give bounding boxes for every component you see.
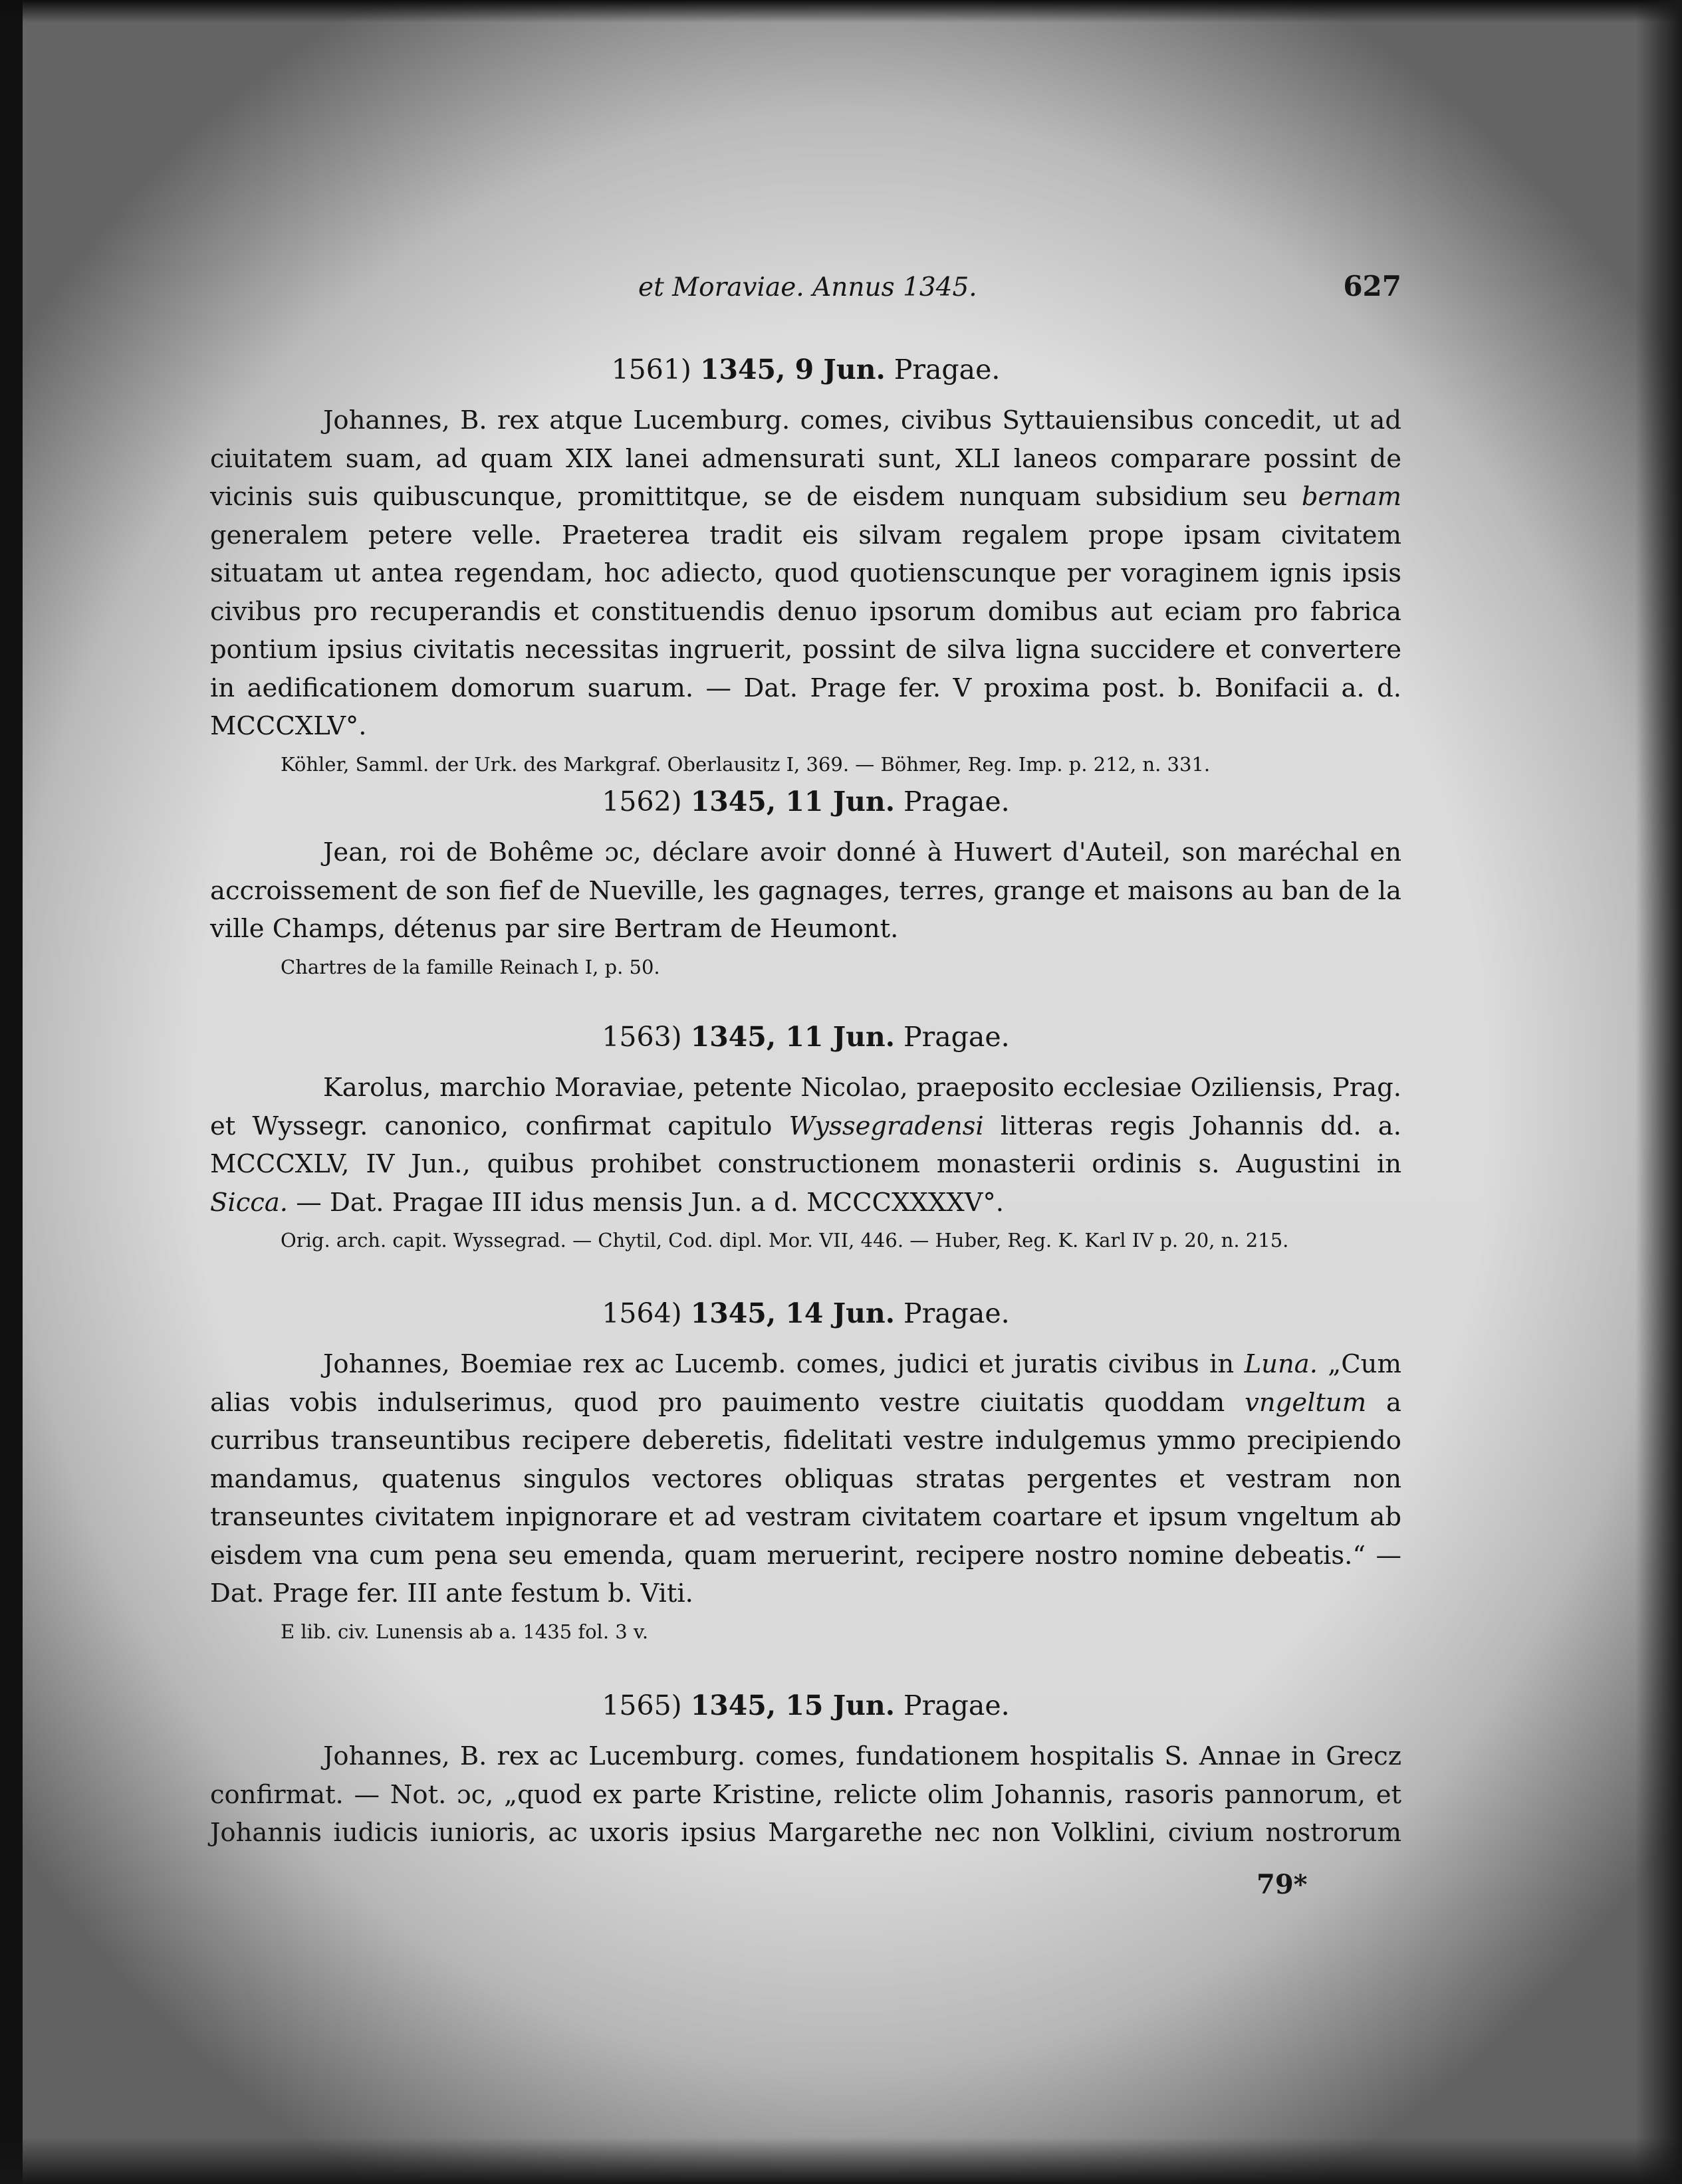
entry-number: 1561) [611, 354, 691, 385]
entry-heading [210, 783, 1401, 820]
scan-edge-right [1635, 0, 1682, 2184]
entry-body: Johannes, B. rex ac Lucemburg. comes, fundationem hospitalis S. Annae in Grecz confirmat. — Not. ɔc, „quod ex parte Kristine, relicte olim Johannis, rasoris pannorum, et Johannis iudicis iunioris, ac uxoris ipsius Margarethe nec non Volklini, civium nostrorum [210, 1741, 1401, 1848]
entry-source: Orig. arch. capit. Wyssegrad. — Chytil, Cod. dipl. Mor. VII, 446. — Huber, Reg. K. Karl IV p. 20, n. 215. [281, 1229, 1289, 1252]
entry-place: Pragae. [903, 1690, 1010, 1721]
entry-date: 1345, 14 Jun. [690, 1297, 895, 1329]
entry-place: Pragae. [894, 354, 1001, 385]
entry-heading [210, 351, 1401, 388]
scan-edge-left [0, 0, 23, 2184]
entry-body: Johannes, Boemiae rex ac Lucemb. comes, judici et juratis civibus in Luna. „Cum alias vobis indulserimus, quod pro pauimento vestre ciuitatis quoddam vngeltum a curribus transeuntibus recipere deberetis, fidelitati vestre indulgemus ymmo precipiendo mandamus, quatenus singulos vectores obliquas stratas pergentes et vestram non transeuntes civitatem inpignorare et ad vestram civitatem coartare et ipsum vngeltum ab eisdem vna cum pena seu emenda, quam meruerint, recipere nostro nomine debeatis.“ — Dat. Prage fer. III ante festum b. Viti. [210, 1349, 1401, 1608]
signature-mark: 79* [1257, 1869, 1308, 1900]
entry-date: 1345, 11 Jun. [690, 1021, 895, 1053]
entry-heading [210, 1687, 1401, 1724]
entry-source: Chartres de la famille Reinach I, p. 50. [281, 955, 660, 978]
entry-source: Köhler, Samml. der Urk. des Markgraf. Oberlausitz I, 369. — Böhmer, Reg. Imp. p. 212, n. 331. [281, 752, 1211, 776]
entry-1561 [210, 351, 1401, 779]
entry-heading [210, 1295, 1401, 1332]
entry-heading [210, 1018, 1401, 1055]
entry-1562 [210, 783, 1401, 982]
entry-1565 [210, 1687, 1401, 1852]
entry-number: 1563) [602, 1021, 682, 1053]
entry-body: Karolus, marchio Moraviae, petente Nicolao, praeposito ecclesiae Oziliensis, Prag. et Wyssegr. canonico, confirmat capitulo Wyssegradensi litteras regis Johannis dd. a. MCCCXLV, IV Jun., quibus prohibet constructionem monasterii ordinis s. Augustini in Sicca. — Dat. Pragae III idus mensis Jun. a d. MCCCXXXXV°. [210, 1073, 1401, 1218]
entry-body: Johannes, B. rex atque Lucemburg. comes, civibus Syttauiensibus concedit, ut ad ciuitatem suam, ad quam XIX lanei admensurati sunt, XLI laneos comparare possint de vicinis suis quibuscunque, promittitque, se de eisdem nunquam subsidium seu bernam generalem petere velle. Praeterea tradit eis silvam regalem prope ipsam civitatem situatam ut antea regendam, hoc adiecto, quod quotienscunque per voraginem ignis ipsis civibus pro recuperandis et constituendis denuo ipsorum domibus aut eciam pro fabrica pontium ipsius civitatis necessitas ingruerit, possint de silva ligna succidere et convertere in aedificationem domorum suarum. — Dat. Prage fer. V proxima post. b. Bonifacii a. d. MCCCXLV°. [210, 405, 1401, 741]
scan-edge-top [0, 0, 1682, 23]
entry-date: 1345, 11 Jun. [690, 786, 895, 818]
entry-1564 [210, 1295, 1401, 1646]
entry-source: E lib. civ. Lunensis ab a. 1435 fol. 3 v. [281, 1620, 649, 1643]
entry-body: Jean, roi de Bohême ɔc, déclare avoir donné à Huwert d'Auteil, son maréchal en accroissement de son fief de Nueville, les gagnages, terres, grange et maisons au ban de la ville Champs, détenus par sire Bertram de Heumont. [210, 837, 1401, 944]
entry-place: Pragae. [903, 1297, 1010, 1329]
entry-date: 1345, 15 Jun. [690, 1690, 895, 1721]
scan-edge-bottom [0, 2137, 1682, 2184]
running-title: et Moraviae. Annus 1345. [638, 273, 977, 302]
entry-date: 1345, 9 Jun. [699, 354, 886, 385]
entry-place: Pragae. [903, 1021, 1010, 1053]
running-head [210, 270, 1401, 312]
entry-number: 1565) [602, 1690, 682, 1721]
entry-number: 1564) [602, 1297, 682, 1329]
entry-place: Pragae. [903, 786, 1010, 818]
entry-1563 [210, 1018, 1401, 1255]
entry-number: 1562) [602, 786, 682, 818]
page-number: 627 [1343, 270, 1401, 302]
